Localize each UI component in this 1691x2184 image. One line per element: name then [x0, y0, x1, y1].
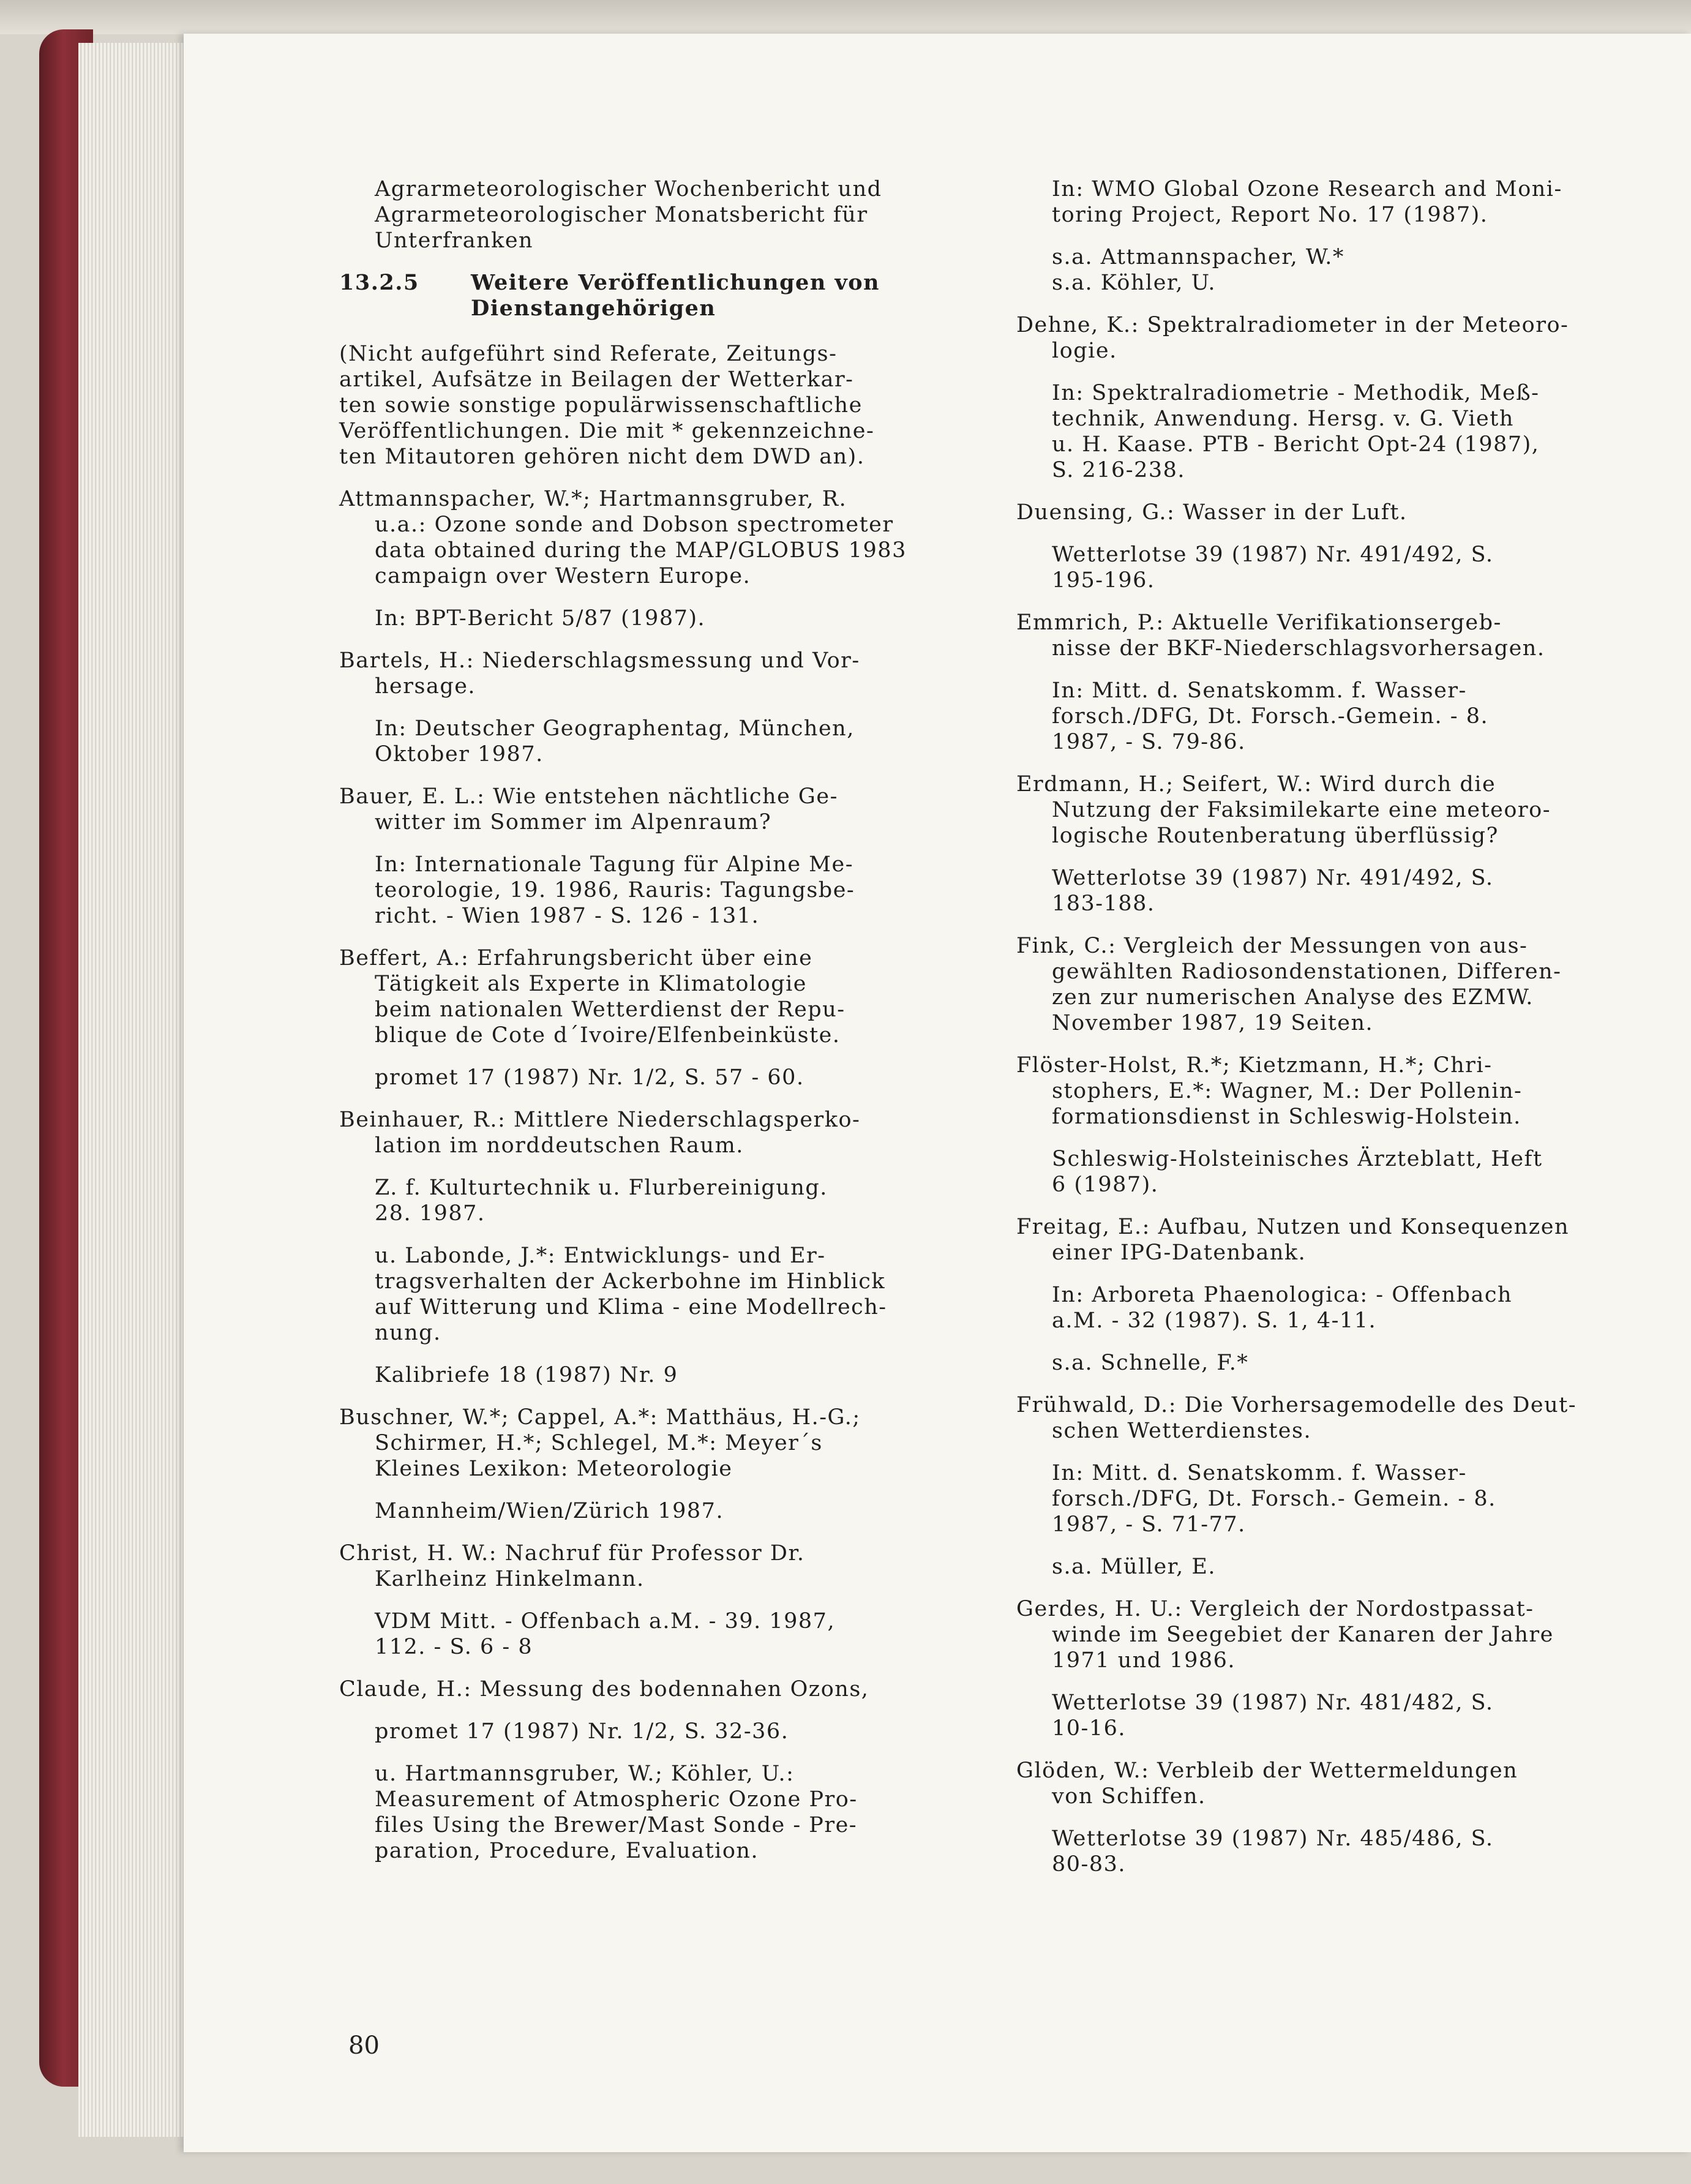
text-line: In: WMO Global Ozone Research and Moni-: [1052, 177, 1562, 201]
text-line: nung.: [375, 1321, 441, 1345]
text-line: In: BPT-Bericht 5/87 (1987).: [375, 606, 706, 631]
text-line: Frühwald, D.: Die Vorhersagemodelle des Deut-: [1016, 1393, 1577, 1417]
text-line: ten Mitautoren gehören nicht dem DWD an).: [339, 445, 865, 469]
text-line: artikel, Aufsätze in Beilagen der Wetterkar-: [339, 367, 854, 392]
text-line: In: Spektralradiometrie - Methodik, Meß-: [1052, 381, 1540, 405]
text-line: Emmrich, P.: Aktuelle Verifikationsergeb-: [1016, 610, 1502, 635]
bibliography-entry: [1016, 1053, 1691, 1130]
bibliography-reference: [1016, 1690, 1691, 1741]
text-line: Gerdes, H. U.: Vergleich der Nordostpassat-: [1016, 1597, 1534, 1621]
text-line: Beffert, A.: Erfahrungsbericht über eine: [339, 946, 813, 970]
text-line: files Using the Brewer/Mast Sonde - Pre-: [375, 1813, 858, 1837]
text-line: Mannheim/Wien/Zürich 1987.: [375, 1499, 724, 1523]
bibliography-entry: [1016, 500, 1691, 525]
text-line: S. 216-238.: [1052, 458, 1186, 482]
text-line: Attmannspacher, W.*; Hartmannsgruber, R.: [339, 487, 847, 511]
text-line: Christ, H. W.: Nachruf für Professor Dr.: [339, 1541, 805, 1566]
text-line: Agrarmeteorologischer Monatsbericht für: [375, 203, 868, 227]
text-line: paration, Procedure, Evaluation.: [375, 1839, 759, 1863]
text-line: November 1987, 19 Seiten.: [1052, 1011, 1374, 1035]
bibliography-reference: [1016, 542, 1691, 593]
text-line: logische Routenberatung überflüssig?: [1052, 824, 1499, 848]
text-line: formationsdienst in Schleswig-Holstein.: [1052, 1105, 1521, 1129]
bibliography-reference: [1016, 865, 1691, 917]
text-line: u.a.: Ozone sonde and Dobson spectrometer: [375, 512, 894, 537]
text-line: witter im Sommer im Alpenraum?: [375, 810, 772, 835]
page-number: 80: [348, 2032, 380, 2060]
bibliography-reference: [1016, 1554, 1691, 1580]
text-line: forsch./DFG, Dt. Forsch.-Gemein. - 8.: [1052, 704, 1489, 729]
bibliography-entry: [1016, 1758, 1691, 1809]
text-line: Wetterlotse 39 (1987) Nr. 491/492, S.: [1052, 542, 1494, 567]
text-line: blique de Cote d´Ivoire/Elfenbeinküste.: [375, 1023, 841, 1048]
bibliography-reference: [1016, 380, 1691, 483]
text-line: 6 (1987).: [1052, 1173, 1159, 1197]
text-line: 1987, - S. 79-86.: [1052, 730, 1246, 754]
text-line: lation im norddeutschen Raum.: [375, 1133, 744, 1158]
text-line: Kalibriefe 18 (1987) Nr. 9: [375, 1363, 678, 1387]
bibliography-reference: [1016, 1350, 1691, 1376]
text-line: u. H. Kaase. PTB - Bericht Opt-24 (1987),: [1052, 432, 1540, 457]
text-line: campaign over Western Europe.: [375, 564, 751, 588]
text-line: Schirmer, H.*; Schlegel, M.*: Meyer´s: [375, 1431, 823, 1455]
bibliography-entry: [1016, 610, 1691, 661]
text-line: Tätigkeit als Experte in Klimatologie: [375, 972, 808, 996]
text-line: s.a. Köhler, U.: [1052, 271, 1216, 295]
text-line: Wetterlotse 39 (1987) Nr. 485/486, S.: [1052, 1826, 1494, 1851]
bibliography-reference: [1016, 1282, 1691, 1334]
bibliography-entry: [1016, 771, 1691, 849]
text-line: technik, Anwendung. Hersg. v. G. Vieth: [1052, 407, 1514, 431]
section-title-line: Dienstangehörigen: [471, 296, 716, 321]
text-line: nisse der BKF-Niederschlagsvorhersagen.: [1052, 636, 1545, 661]
text-line: s.a. Attmannspacher, W.*: [1052, 245, 1344, 269]
section-number: 13.2.5: [339, 270, 419, 295]
text-line: promet 17 (1987) Nr. 1/2, S. 32-36.: [375, 1719, 789, 1744]
text-line: teorologie, 19. 1986, Rauris: Tagungsbe-: [375, 878, 855, 902]
text-line: Glöden, W.: Verbleib der Wettermeldungen: [1016, 1758, 1518, 1783]
bibliography-reference: [1016, 1146, 1691, 1198]
bibliography-reference: [1016, 1460, 1691, 1537]
text-line: In: Mitt. d. Senatskomm. f. Wasser-: [1052, 1461, 1467, 1485]
text-line: Beinhauer, R.: Mittlere Niederschlagsperko-: [339, 1108, 861, 1132]
text-line: Buschner, W.*; Cappel, A.*: Matthäus, H.-G.;: [339, 1405, 861, 1430]
text-line: richt. - Wien 1987 - S. 126 - 131.: [375, 904, 760, 928]
bibliography-entry: [1016, 1214, 1691, 1266]
text-line: toring Project, Report No. 17 (1987).: [1052, 203, 1488, 227]
text-line: Erdmann, H.; Seifert, W.: Wird durch die: [1016, 772, 1496, 797]
page-edges: [78, 43, 201, 2137]
text-line: s.a. Müller, E.: [1052, 1555, 1216, 1579]
text-line: Z. f. Kulturtechnik u. Flurbereinigung.: [375, 1176, 828, 1200]
text-line: Measurement of Atmospheric Ozone Pro-: [375, 1787, 858, 1812]
text-line: 1971 und 1986.: [1052, 1648, 1236, 1673]
text-line: Fink, C.: Vergleich der Messungen von aus-: [1016, 934, 1528, 958]
bibliography-reference: [1016, 678, 1691, 755]
bibliography-reference: [1016, 244, 1691, 296]
text-line: Bartels, H.: Niederschlagsmessung und Vor-: [339, 648, 860, 673]
text-line: 195-196.: [1052, 568, 1155, 593]
text-line: gewählten Radiosondenstationen, Differen-: [1052, 959, 1562, 984]
text-line: Karlheinz Hinkelmann.: [375, 1567, 645, 1591]
text-line: Agrarmeteorologischer Wochenbericht und: [375, 177, 882, 201]
text-line: Unterfranken: [375, 228, 534, 253]
book-page: [184, 34, 1691, 2152]
text-line: Wetterlotse 39 (1987) Nr. 481/482, S.: [1052, 1691, 1494, 1715]
text-line: promet 17 (1987) Nr. 1/2, S. 57 - 60.: [375, 1065, 804, 1090]
bibliography-reference: [1016, 176, 1691, 228]
text-line: Oktober 1987.: [375, 742, 544, 767]
text-line: forsch./DFG, Dt. Forsch.- Gemein. - 8.: [1052, 1487, 1496, 1511]
bibliography-entry: [1016, 933, 1691, 1036]
text-line: Bauer, E. L.: Wie entstehen nächtliche Ge-: [339, 784, 838, 809]
text-line: 112. - S. 6 - 8: [375, 1635, 533, 1659]
text-line: s.a. Schnelle, F.*: [1052, 1351, 1249, 1375]
text-line: Kleines Lexikon: Meteorologie: [375, 1457, 733, 1481]
text-line: data obtained during the MAP/GLOBUS 1983: [375, 538, 907, 563]
text-line: 28. 1987.: [375, 1201, 486, 1226]
text-line: Duensing, G.: Wasser in der Luft.: [1016, 500, 1408, 525]
text-line: In: Arboreta Phaenologica: - Offenbach: [1052, 1283, 1513, 1307]
text-line: Schleswig-Holsteinisches Ärzteblatt, Heft: [1052, 1147, 1543, 1171]
text-line: 1987, - S. 71-77.: [1052, 1512, 1246, 1537]
text-line: u. Labonde, J.*: Entwicklungs- und Er-: [375, 1244, 826, 1268]
text-line: a.M. - 32 (1987). S. 1, 4-11.: [1052, 1308, 1377, 1333]
text-line: Flöster-Holst, R.*; Kietzmann, H.*; Chri-: [1016, 1053, 1493, 1078]
text-line: Claude, H.: Messung des bodennahen Ozons,: [339, 1677, 869, 1702]
text-line: beim nationalen Wetterdienst der Repu-: [375, 997, 846, 1022]
text-line: ten sowie sonstige populärwissenschaftliche: [339, 393, 863, 418]
text-line: zen zur numerischen Analyse des EZMW.: [1052, 985, 1534, 1010]
text-line: auf Witterung und Klima - eine Modellrech-: [375, 1295, 887, 1319]
text-line: u. Hartmannsgruber, W.; Köhler, U.:: [375, 1762, 795, 1786]
text-line: Veröffentlichungen. Die mit * gekennzeichne-: [339, 419, 875, 443]
text-line: logie.: [1052, 339, 1117, 363]
bibliography-entry: [1016, 312, 1691, 364]
text-line: tragsverhalten der Ackerbohne im Hinblick: [375, 1269, 886, 1294]
text-line: (Nicht aufgeführt sind Referate, Zeitungs-: [339, 342, 838, 366]
text-line: 10-16.: [1052, 1716, 1127, 1741]
text-line: 80-83.: [1052, 1852, 1127, 1877]
text-line: einer IPG-Datenbank.: [1052, 1240, 1307, 1265]
book-cover-top: [0, 0, 1691, 34]
text-line: In: Internationale Tagung für Alpine Me-: [375, 852, 854, 877]
text-line: hersage.: [375, 674, 476, 699]
text-line: VDM Mitt. - Offenbach a.M. - 39. 1987,: [375, 1609, 836, 1634]
text-line: Freitag, E.: Aufbau, Nutzen und Konsequenzen: [1016, 1215, 1569, 1239]
text-line: In: Deutscher Geographentag, München,: [375, 716, 855, 741]
text-line: von Schiffen.: [1052, 1784, 1206, 1809]
text-line: winde im Seegebiet der Kanaren der Jahre: [1052, 1623, 1554, 1647]
text-line: Dehne, K.: Spektralradiometer in der Meteoro-: [1016, 313, 1569, 337]
text-line: Wetterlotse 39 (1987) Nr. 491/492, S.: [1052, 866, 1494, 890]
right-column: [1016, 176, 1691, 1894]
bibliography-reference: [1016, 1826, 1691, 1877]
text-line: Nutzung der Faksimilekarte eine meteoro-: [1052, 798, 1551, 822]
text-line: stophers, E.*: Wagner, M.: Der Pollenin-: [1052, 1079, 1523, 1103]
bibliography-entry: [1016, 1596, 1691, 1673]
bibliography-entry: [1016, 1392, 1691, 1444]
text-line: schen Wetterdienstes.: [1052, 1419, 1312, 1443]
text-line: In: Mitt. d. Senatskomm. f. Wasser-: [1052, 678, 1467, 703]
section-title-line: Weitere Veröffentlichungen von: [471, 270, 880, 295]
text-line: 183-188.: [1052, 891, 1155, 916]
